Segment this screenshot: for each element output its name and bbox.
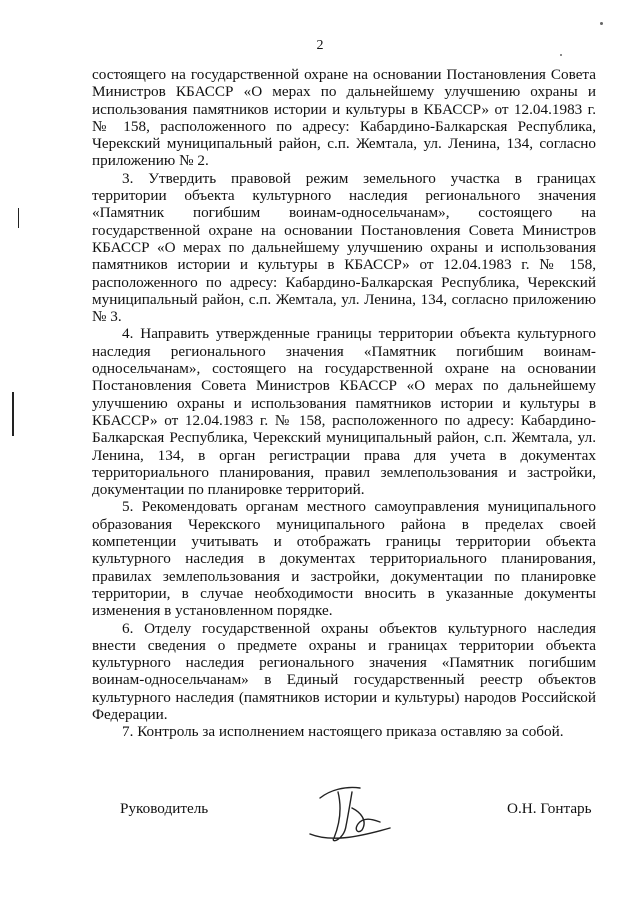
paragraph-item-5: 5. Рекомендовать органам местного самоуправления муниципального образования Черекского муниципального района в пределах своей компетенции учитывать и отображать границы территории объекта культурного наследия в документах территориального планирования, правилах землепользования и застройки, документации по планировке территории, в случае необходимости вносить в указанные документы изменения в установленном порядке. [92,498,596,620]
paragraph-item-3: 3. Утвердить правовой режим земельного участка в границах территории объекта культурного наследия регионального значения «Памятник погибшим воинам-односельчанам», состоящего на государственной охране на основании Постановления Совета Министров КБАССР «О мерах по дальнейшему улучшению охраны и использования памятников истории и культуры в КБАССР» от 12.04.1983 г. № 158, расположенного по адресу: Кабардино-Балкарская Республика, Черекский муниципальный район, с.п. Жемтала, ул. Ленина, 134, согласно приложению № 3. [92,169,596,326]
paragraph-continuation: состоящего на государственной охране на основании Постановления Совета Министров КБАССР «О мерах по дальнейшему улучшению охраны и использования памятников истории и культуры в КБАССР» от 12.04.1983 г. № 158, расположенного по адресу: Кабардино-Балкарская Республика, Черекский муниципальный район, с.п. Жемтала, ул. Ленина, 134, согласно приложению № 2. [92,66,596,170]
paragraph-item-6: 6. Отделу государственной охраны объектов культурного наследия внести сведения о предмете охраны и границах территории объекта культурного наследия регионального значения «Памятник погибшим воинам-односельчанам» в Единый государственный реестр объектов культурного наследия (памятников истории и культуры) народов Российской Федерации. [92,619,596,723]
corner-mark [600,22,603,25]
margin-mark-left-upper [18,208,19,228]
corner-mark-2 [560,54,562,56]
page-number: 2 [316,38,324,53]
paragraph-item-4: 4. Направить утвержденные границы территории объекта культурного наследия регионального значения «Памятник погибшим воинам-односельчанам», состоящего на государственной охране на основании Постановления Совета Министров КБАССР «О мерах по дальнейшему улучшению охраны и использования памятников истории и культуры в КБАССР» от 12.04.1983 г. № 158, расположенного по адресу: Кабардино-Балкарская Республика, Черекский муниципальный район, с.п. Жемтала, ул. Ленина, 134, в орган регистрации права для учета в документах территориального планирования, правил землепользования и застройки, документации по планировке территорий. [92,325,596,499]
signatory-title: Руководитель [120,800,209,817]
signatory-name: О.Н. Гонтарь [507,800,592,817]
margin-mark-left-middle [12,392,14,436]
paragraph-item-7: 7. Контроль за исполнением настоящего приказа оставляю за собой. [122,723,564,741]
signature-row [0,800,640,830]
document-body [92,66,596,741]
